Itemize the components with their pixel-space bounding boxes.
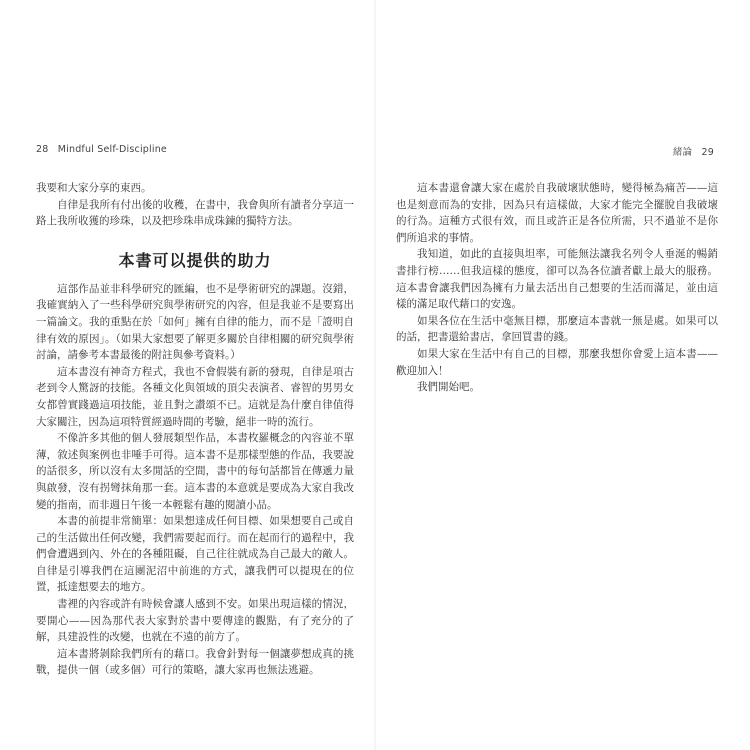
left-running-head	[36, 144, 167, 155]
paragraph: 這本書將剝除我們所有的藉口。我會針對每一個讓夢想成真的挑戰，提供一個（或多個）可行的策略，讓大家再也無法逃避。	[36, 647, 354, 677]
right-page-number: 29	[701, 147, 714, 158]
paragraph: 我們開始吧。	[417, 381, 480, 394]
left-page-body	[36, 180, 354, 679]
paragraph: 我知道，如此的直接與坦率，可能無法讓我名列令人垂涎的暢銷書排行榜……但我這樣的態度，卻可以為各位讀者獻上最大的服務。這本書會讓我們因為擁有力量去活出自己想要的生活而滿足，並由這樣的滿足取代藉口的安逸。	[396, 248, 718, 311]
paragraph: 不像許多其他的個人發展類型作品，本書枚羅概念的內容並不單薄，敘述與案例也非唾手可得。這本書不是那樣型態的作品，我要說的話很多，所以沒有太多閒話的空間，書中的每句話都旨在傳遞力量與啟發，沒有拐彎抹角那一套。這本書的本意就是要成為大家自我改變的指南，而非週日午後一本輕鬆有趣的閱讀小品。	[36, 432, 354, 511]
paragraph: 如果大家在生活中有自己的目標，那麼我想你會愛上這本書——歡迎加入！	[396, 347, 718, 377]
paragraph: 這部作品並非科學研究的匯編，也不是學術研究的課題。沒錯，我確實納入了一些科學研究與學術研究的內容，但是我並不是要寫出一篇論文。我的重點在於「如何」擁有自律的能力，而不是「證明自律有效的原因」。（如果大家想要了解更多關於自律相關的研究與學術討論，請參考本書最後的附註與參考資料。）	[36, 282, 354, 362]
right-running-head	[673, 144, 714, 158]
paragraph: 這本書沒有神奇方程式，我也不會假裝有新的發現，自律是項古老到令人驚訝的技能。各種文化與領域的頂尖表演者、睿智的男男女女都曾實踐過這項技能，並且對之讚頌不已。這就是為什麼自律值得大家關注，因為這項特質經過時間的考驗，絕非一時的流行。	[36, 365, 354, 428]
book-gutter	[374, 0, 376, 750]
right-running-title: 緒論	[672, 147, 693, 158]
section-heading: 本書可以提供的助力	[118, 250, 272, 270]
paragraph: 自律是我所有付出後的收穫，在書中，我會與所有讀者分享這一路上我所收獲的珍珠，以及把珍珠串成珠鍊的獨特方法。	[36, 198, 354, 228]
paragraph: 書裡的內容或許有時候會讓人感到不安。如果出現這樣的情況，要開心——因為那代表大家對於書中要傳達的觀點，有了充分的了解，具建設性的改變，也就在不遠的前方了。	[36, 598, 354, 644]
paragraph: 這本書還會讓大家在處於自我破壞狀態時，變得極為痛苦——這也是刻意而為的安排，因為只有這樣做，大家才能完全擺脫自我破壞的行為。這種方式很有效，而且或許正是各位所需，只不過並不是你們所追求的事情。	[396, 182, 718, 244]
left-running-title: Mindful Self-Discipline	[57, 144, 167, 155]
right-page-body	[396, 180, 718, 396]
paragraph: 我要和大家分享的東西。	[36, 182, 152, 194]
left-page-number: 28	[36, 144, 49, 155]
paragraph: 如果各位在生活中毫無目標，那麼這本書就一無是處。如果可以的話，把書還給書店，拿回買書的錢。	[396, 314, 718, 344]
paragraph: 本書的前提非常簡單：如果想達成任何目標、如果想要自己或自己的生活做出任何改變，我們需要起而行。而在起而行的過程中，我們會遭遇到內、外在的各種阻礙，自己往往就成為自己最大的敵人。自律是引導我們在這團泥沼中前進的方式，讓我們可以提現在的位置，抵達想要去的地方。	[36, 515, 354, 594]
